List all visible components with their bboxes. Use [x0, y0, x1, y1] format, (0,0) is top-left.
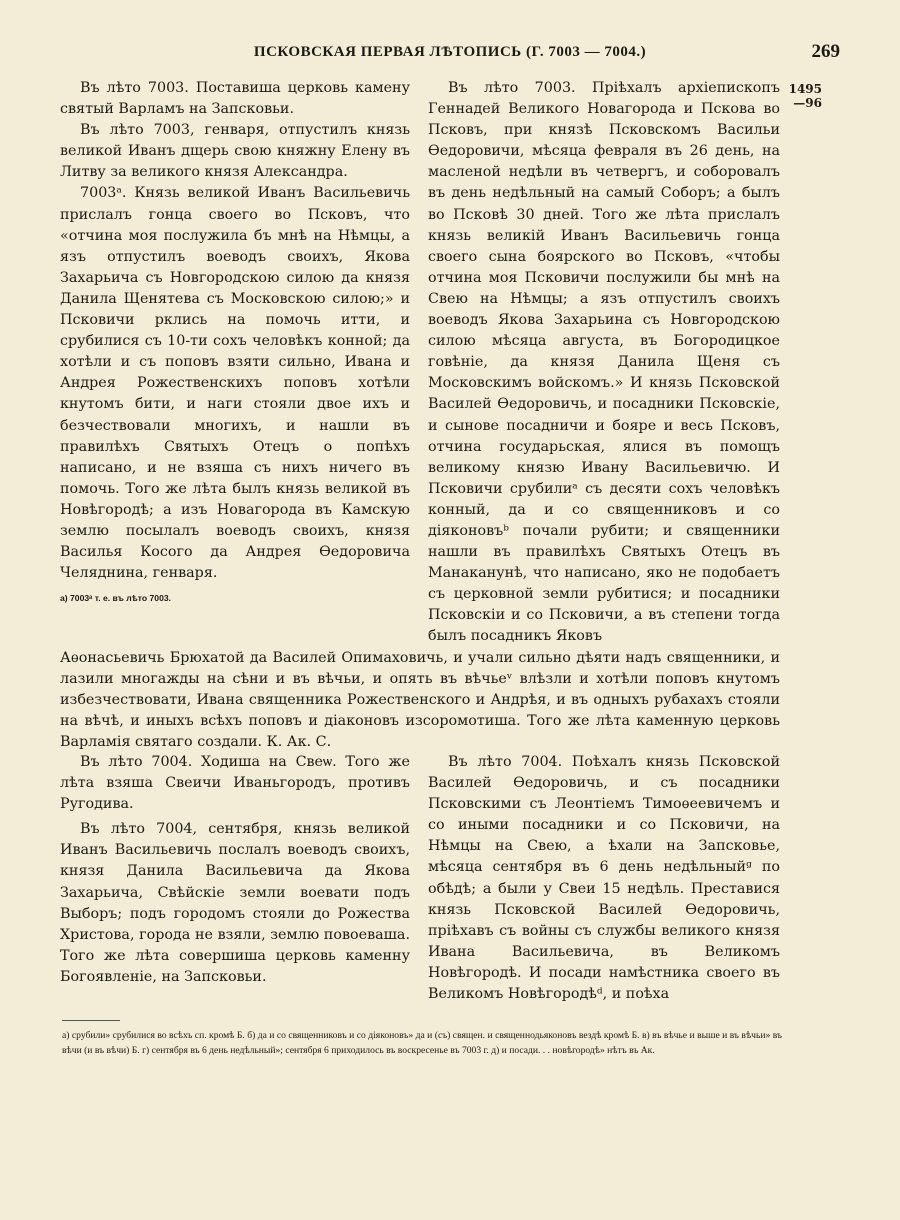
- margin-year: 1495: [788, 82, 822, 96]
- footnote-divider: [62, 1020, 120, 1021]
- paragraph: 7003ᵃ. Князь великой Иванъ Васильевичь прислалъ гонца своего во Псковъ, что «отчина моя послужила бъ мнѣ на Нѣмцы, а язъ отпустилъ воеводъ своихъ, Якова Захарьича съ Новгородскою силою да князя Данила Щенятева съ Московскою силою;» и Псковичи рклись на помочь итти, и срубилися съ 10-ти сохъ человѣкъ конной; да хотѣли и съ поповъ взяти сильно, Ивана и Андрея Рожественскихъ поповъ хотѣли кнутомъ бити, и наги стояли двое ихъ и безчествовали многихъ, и нашли въ правилѣхъ Святыхъ Отецъ о попѣхъ написано, и не взяша съ нихъ ничего въ помочь. Того же лѣта былъ князь великой въ Новѣгородѣ; а изъ Новагорода въ Камскую землю посылалъ воеводъ своихъ, князя Василья Косого да Андрея Ѳедоровича Челяднина, генваря.: [60, 185, 410, 582]
- paragraph: Въ лѣто 7004, сентября, князь великой Иванъ Васильевичь послалъ воеводъ своихъ, князя Данила Васильевича да Якова Захарьича, Свѣйскіе земли воевати подъ Выборъ; подъ городомъ стояли до Рожества Христова, города не взяли, землю повоеваша. Того же лѣта совершиша церковь каменну Богоявленіе, на Запсковьи.: [60, 821, 410, 985]
- paragraph: Въ лѣто 7004. Ходиша на Свеѡ. Того же лѣта взяша Свеичи Иваньгородъ, противъ Ругодива.: [60, 754, 410, 813]
- left-column-lower: [60, 752, 410, 988]
- right-column: [428, 78, 780, 648]
- paragraph: Въ лѣто 7003. Поставиша церковь камену святый Варламъ на Запсковьи.: [60, 80, 410, 118]
- left-column-footnote: а) 7003ᵃ т. е. въ лѣто 7003.: [60, 593, 172, 603]
- right-column-lower: [428, 752, 780, 1005]
- running-title: ПСКОВСКАЯ ПЕРВАЯ ЛѢТОПИСЬ (Г. 7003 — 7004.): [253, 44, 647, 60]
- paragraph: Въ лѣто 7003, генваря, отпустилъ князь великой Иванъ дщерь свою княжну Елену въ Литву за великого князя Александра.: [60, 122, 410, 181]
- footnotes: а) срубили» срубилися во всѣхъ сп. кромѣ Б. б) да и со священниковъ и со діяконовъ» да и (съ) священ. и священнодьяконовъ вездѣ кромѣ Б. в) въ вѣчье и выше и въ вѣчьи» въ вѣчи (и въ вѣчи) Б. г) сентября въ 6 день недѣльный»; сентября 6 приходилось въ воскресенье въ 7003 г. д) и посади. . . новѣгородѣ» нѣтъ въ Ак.: [62, 1030, 782, 1056]
- margin-year-range: —96: [793, 96, 822, 110]
- page-number: 269: [811, 41, 840, 62]
- left-column: [60, 78, 410, 584]
- paragraph: Въ лѣто 7003. Пріѣхалъ архіепископъ Геннадей Великого Новагорода и Пскова во Псковъ, при князѣ Псковскомъ Васильи Ѳедоровичи, мѣсяца февраля въ 26 день, на масленой недѣли въ четвергъ, и соборовалъ въ день недѣльный на самый Соборъ; а былъ во Псковѣ 30 дней. Того же лѣта прислалъ князь великій Иванъ Васильевичь гонца своего сына боярского во Псковъ, «чтобы отчина моя Псковичи послужили бы мнѣ на Свею на Нѣмцы; а язъ отпустилъ своихъ воеводъ Якова Захарьина съ Новгородскою силою мѣсяца августа, въ Богородицкое говѣніе, да князя Данила Щеня съ Московскимъ войскомъ.» И князь Псковской Василей Ѳедоровичь, и посадники Псковскіе, и сынове посадничи и бояре и весь Псковъ, отчина государьская, ялися въ помощъ великому князю Ивану Васильевичю. И Псковичи срубилиᵃ съ десяти сохъ человѣкъ конный, да и со священниковъ и со діяконовъᵇ почали рубити; и священники нашли въ правилѣхъ Святыхъ Отецъ въ Манаканунѣ, что написано, яко не подобаетъ съ церковной земли рубитися; и посадники Псковскіи и со Псковичи, а въ степени тогда былъ посадникъ Яковъ: [428, 80, 780, 645]
- running-header: [60, 41, 840, 68]
- paragraph: Въ лѣто 7004. Поѣхалъ князь Псковской Василей Ѳедоровичь, и съ посадники Псковскими съ Леонтіемъ Тимоѳеевичемъ и со иными посадники и со Псковичи, на Нѣмцы на Свею, а ѣхали на Запсковье, мѣсяца сентября въ 6 день недѣльныйᵍ по обѣдѣ; а были у Свеи 15 недѣль. Преставися князь Псковской Василей Ѳедоровичь, пріѣхавъ съ войны съ службы великого князя Ивана Васильевича, въ Великомъ Новѣгородѣ. И посади намѣстника своего въ Великомъ Новѣгородѣᵈ, и поѣха: [428, 754, 780, 1003]
- full-width-paragraph: Аѳонасьевичь Брюхатой да Василей Опимаховичь, и учали сильно дѣяти надъ священники, и лазили многажды на сѣни и въ вѣчьи, и опять въ вѣчьеᵛ влѣзли и хотѣли поповъ кнутомъ избезчествовати, Ивана священника Рожественского и Андрѣя, и въ одныхъ рубахахъ стояли на вѣчѣ, и иныхъ всѣхъ поповъ и діаконовъ изсоромотиша. Того же лѣта каменную церковь Варламія святаго создали. К. Ак. С.: [60, 650, 780, 751]
